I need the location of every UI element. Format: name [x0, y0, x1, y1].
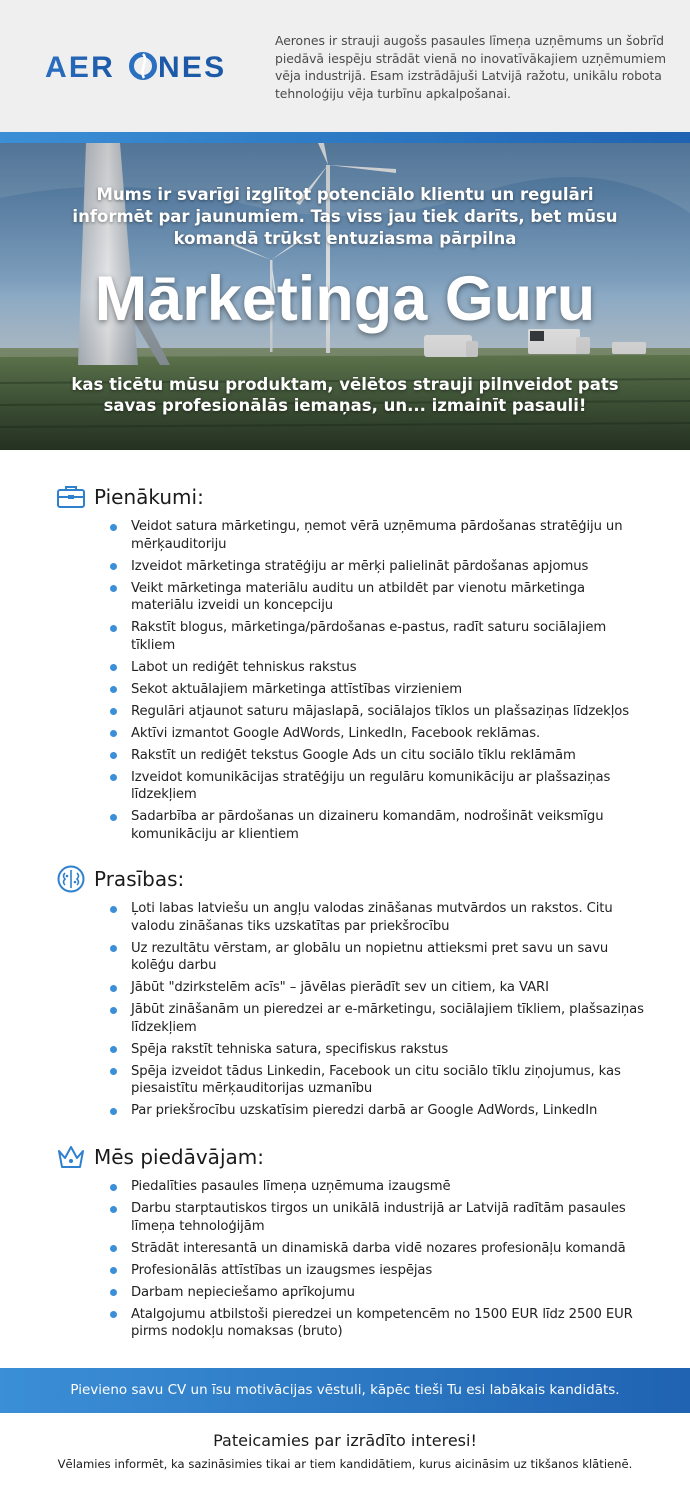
job-title: Mārketinga Guru [94, 264, 596, 334]
list-item [0, 1306, 690, 1341]
list-item-text: Piedalīties pasaules līmeņa uzņēmuma izaugsmē [131, 1179, 451, 1194]
list-item-text: Darbu starptautiskos tirgos un unikālā industrijā ar Latvijā radītām pasaules līmeņa tehnoloģijām [131, 1201, 626, 1234]
list-item [0, 580, 690, 615]
list-item [0, 900, 690, 935]
list-item-text: Uz rezultātu vērstam, ar globālu un nopietnu attieksmi pret savu un savu kolēģu darbu [131, 940, 609, 973]
list-item [0, 681, 690, 699]
bullet-icon [110, 585, 117, 592]
svg-text:AER: AER [45, 51, 115, 82]
bullet-icon [110, 1267, 117, 1274]
list-item [0, 1041, 690, 1059]
application-call-to-action: Pievieno savu CV un īsu motivācijas vēstuli, kāpēc tieši Tu esi labākais kandidāts. [0, 1368, 690, 1413]
svg-text:NES: NES [158, 51, 227, 82]
bullet-icon [110, 774, 117, 781]
hero-banner [0, 143, 690, 450]
bullet-icon [110, 752, 117, 759]
list-item-text: Par priekšrocību uzskatīsim pieredzi darbā ar Google AdWords, LinkedIn [131, 1103, 598, 1118]
bullet-icon [110, 524, 117, 531]
list-item [0, 940, 690, 975]
offer-title: Mēs piedāvājam: [94, 1145, 264, 1169]
list-item [0, 659, 690, 677]
bullet-icon [110, 730, 117, 737]
bullet-icon [110, 945, 117, 952]
list-item-text: Atalgojumu atbilstoši pieredzei un kompetencēm no 1500 EUR līdz 2500 EUR pirms nodokļu nomaksas (bruto) [131, 1306, 633, 1339]
contact-note: Vēlamies informēt, ka sazināsimies tikai ar tiem kandidātiem, kurus aicināsim uz tikšanos klātienē. [57, 1457, 633, 1471]
requirements-section [0, 864, 690, 1124]
requirements-list [0, 900, 690, 1120]
crown-icon [56, 1142, 86, 1172]
list-item [0, 1262, 690, 1280]
list-item [0, 1284, 690, 1302]
bullet-icon [110, 708, 117, 715]
bullet-icon [110, 664, 117, 671]
list-item-text: Regulāri atjaunot saturu mājaslapā, sociālajos tīklos un plašsaziņas līdzekļos [131, 703, 630, 719]
list-item [0, 1063, 690, 1098]
bullet-icon [110, 814, 117, 821]
list-item [0, 725, 690, 743]
list-item-text: Aktīvi izmantot Google AdWords, LinkedIn, Facebook reklāmas. [131, 725, 541, 741]
bullet-icon [110, 1245, 117, 1252]
list-item-text: Izveidot komunikācijas stratēģiju un regulāru komunikāciju ar plašsaziņas līdzekļiem [131, 769, 611, 802]
list-item [0, 558, 690, 576]
list-item-text: Jābūt zināšanām un pieredzei ar e-mārketingu, sociālajiem tīkliem, plašsaziņas līdzekļiem [131, 1002, 644, 1035]
bullet-icon [110, 1007, 117, 1014]
list-item-text: Strādāt interesantā un dinamiskā darba vidē nozares profesionāļu komandā [131, 1240, 626, 1256]
list-item-text: Ļoti labas latviešu un angļu valodas zināšanas mutvārdos un rakstos. Citu valodu zināšanas tiks uzskatītas par priekšrocību [131, 901, 613, 934]
bullet-icon [110, 1184, 117, 1191]
header [0, 0, 690, 132]
bullet-icon [110, 1311, 117, 1318]
aerones-logo[interactable] [45, 50, 240, 82]
list-item-text: Rakstīt un rediģēt tekstus Google Ads un citu sociālo tīklu reklāmām [131, 747, 576, 763]
briefcase-icon [56, 482, 86, 512]
list-item-text: Sekot aktuālajiem mārketinga attīstības virzieniem [131, 681, 462, 697]
list-item [0, 979, 690, 997]
brain-icon [56, 864, 86, 894]
list-item [0, 703, 690, 721]
list-item [0, 619, 690, 654]
list-item-text: Veikt mārketinga materiālu auditu un atbildēt par vienotu mārketinga materiālu izveidi un koncepciju [131, 580, 586, 613]
bullet-icon [110, 1206, 117, 1213]
offer-header [0, 1142, 690, 1172]
list-item-text: Veidot satura mārketingu, ņemot vērā uzņēmuma pārdošanas stratēģiju un mērķauditoriju [131, 519, 623, 552]
bullet-icon [110, 1068, 117, 1075]
company-intro: Aerones ir strauji augošs pasaules līmeņa uzņēmums un šobrīd piedāvā iespēju strādāt vienā no inovatīvākajiem uzņēmumiem vēja industrijā. Esam izstrādājuši Latvijā ražotu, unikālu robota tehnoloģiju vēja turbīnu apkalpošanai. [275, 33, 667, 101]
bullet-icon [110, 563, 117, 570]
list-item-text: Spēja rakstīt tehniska satura, specifiskus rakstus [131, 1041, 449, 1057]
requirements-header [0, 864, 690, 894]
list-item [0, 1240, 690, 1258]
list-item-text: Profesionālās attīstības un izaugsmes iespējas [131, 1262, 433, 1278]
duties-list [0, 518, 690, 843]
list-item [0, 808, 690, 843]
bullet-icon [110, 1289, 117, 1296]
bullet-icon [110, 1108, 117, 1115]
list-item-text: Rakstīt blogus, mārketinga/pārdošanas e-pastus, radīt saturu sociālajiem tīkliem [131, 620, 607, 653]
list-item [0, 769, 690, 804]
list-item [0, 1102, 690, 1120]
bullet-icon [110, 625, 117, 632]
list-item [0, 1001, 690, 1036]
list-item [0, 518, 690, 553]
list-item [0, 1200, 690, 1235]
list-item-text: Sadarbība ar pārdošanas un dizaineru komandām, nodrošināt veiksmīgu komunikāciju ar klientiem [131, 809, 604, 842]
requirements-title: Prasības: [94, 867, 185, 891]
bullet-icon [110, 985, 117, 992]
list-item-text: Spēja izveidot tādus Linkedin, Facebook un citu sociālo tīklu ziņojumus, kas piesaistītu mērķauditorijas uzmanību [131, 1063, 621, 1096]
duties-title: Pienākumi: [94, 485, 204, 509]
offer-section [0, 1142, 690, 1345]
duties-section [0, 482, 690, 848]
bullet-icon [110, 1046, 117, 1053]
hero-outro-text: kas ticētu mūsu produktam, vēlētos strauji pilnveidot pats savas profesionālās iemaņas, un... izmainīt pasauli! [71, 375, 619, 415]
thanks-heading: Pateicamies par izrādīto interesi! [213, 1431, 477, 1450]
list-item [0, 747, 690, 765]
list-item-text: Darbam nepieciešamo aprīkojumu [131, 1284, 355, 1300]
offer-list [0, 1178, 690, 1341]
divider-bar [0, 132, 690, 143]
duties-header [0, 482, 690, 512]
hero-intro-text: Mums ir svarīgi izglītot potenciālo klientu un regulāri informēt par jaunumiem. Tas viss jau tiek darīts, bet mūsu komandā trūkst entuziasma pārpilna [72, 185, 618, 248]
list-item [0, 1178, 690, 1196]
bullet-icon [110, 906, 117, 913]
bullet-icon [110, 686, 117, 693]
list-item-text: Izveidot mārketinga stratēģiju ar mērķi palielināt pārdošanas apjomus [131, 558, 589, 574]
list-item-text: Labot un rediģēt tehniskus rakstus [131, 659, 357, 675]
list-item-text: Jābūt "dzirkstelēm acīs" – jāvēlas pierādīt sev un citiem, ka VARI [131, 980, 549, 995]
